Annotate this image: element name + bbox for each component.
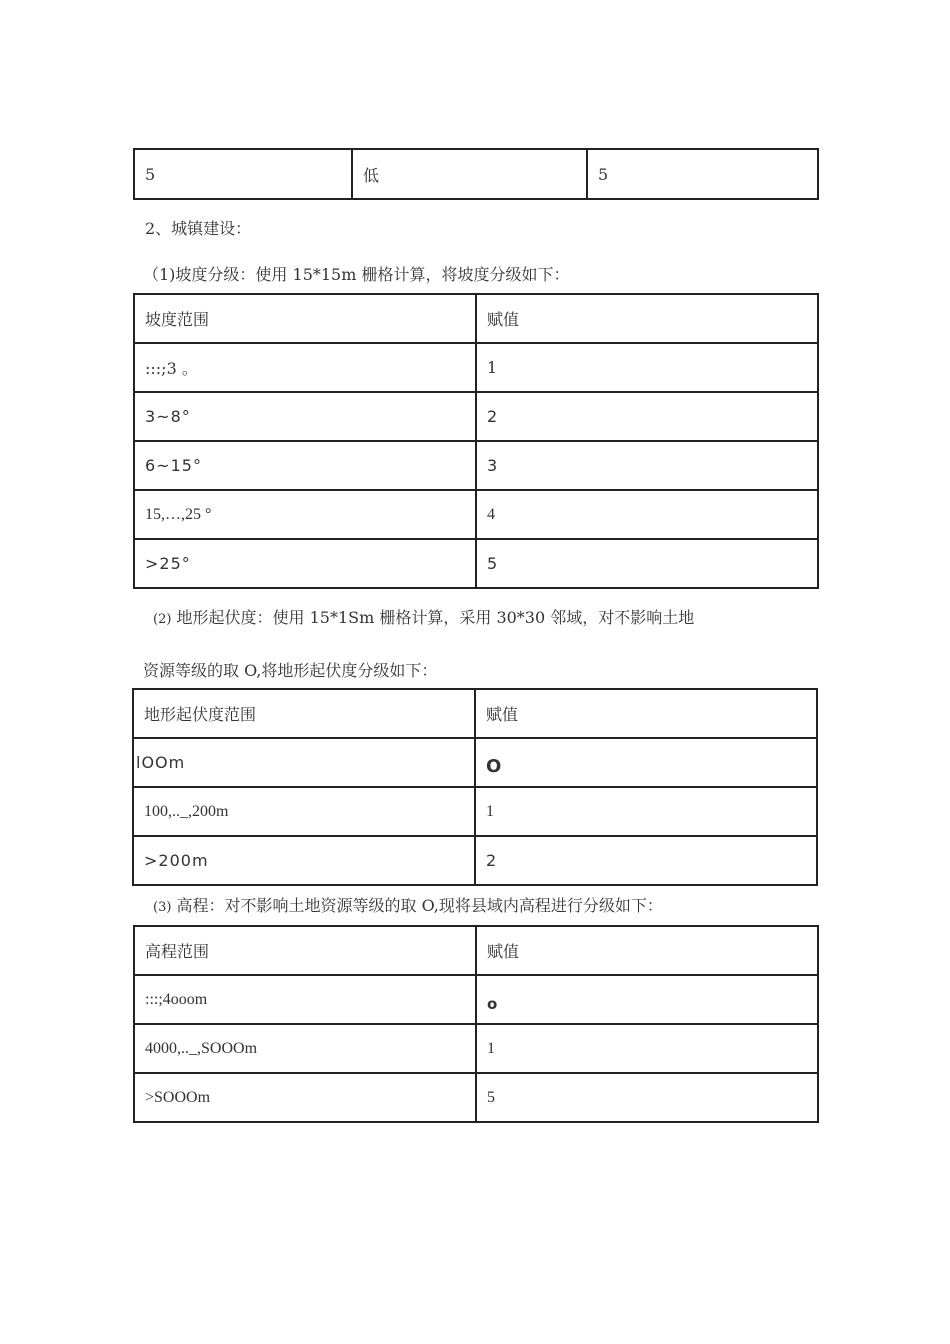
table-cell: 5 xyxy=(134,149,352,199)
relief-caption-line1 xyxy=(153,605,694,628)
column-header: 地形起伏度范围 xyxy=(133,689,475,738)
table-row xyxy=(133,738,817,787)
table-row xyxy=(134,149,818,199)
table-row xyxy=(134,343,818,392)
table-cell: >25° xyxy=(134,539,476,588)
relief-caption-text: 地形起伏度：使用 15*1Sm 栅格计算，采用 30*30 邻域，对不影响土地 xyxy=(171,608,695,627)
column-header: 高程范围 xyxy=(134,926,476,975)
table-cell: 5 xyxy=(476,539,818,588)
table-cell: 2 xyxy=(475,836,817,885)
table-cell: 5 xyxy=(587,149,818,199)
table-cell: 1 xyxy=(476,343,818,392)
table-row xyxy=(134,441,818,490)
table-cell xyxy=(475,738,817,787)
table-header-row xyxy=(134,294,818,343)
elevation-caption-prefix: (3) xyxy=(153,900,172,915)
table-cell: >SOOOm xyxy=(134,1073,476,1122)
column-header: 赋值 xyxy=(476,926,818,975)
table-cell: 1 xyxy=(476,1024,818,1073)
table-cell-value: O xyxy=(486,756,502,777)
table-header-row xyxy=(134,926,818,975)
table-cell: :::;4ooom xyxy=(134,975,476,1024)
relief-caption-prefix: (2) xyxy=(153,612,172,627)
table-cell: 15,…,25 ° xyxy=(134,490,476,539)
table-cell: 4000,.._,SOOOm xyxy=(134,1024,476,1073)
column-header: 坡度范围 xyxy=(134,294,476,343)
table-cell: 6~15° xyxy=(134,441,476,490)
slope-caption: （1)坡度分级：使用 15*15m 栅格计算，将坡度分级如下： xyxy=(143,265,570,284)
table-cell: 100,.._,200m xyxy=(133,787,475,836)
elevation-caption xyxy=(153,893,663,916)
relief-caption-line2: 资源等级的取 O,将地形起伏度分级如下： xyxy=(143,661,438,680)
table-cell: lOOm xyxy=(133,738,475,787)
column-header: 赋值 xyxy=(475,689,817,738)
table-cell: 3 xyxy=(476,441,818,490)
elevation-caption-text: 高程：对不影响土地资源等级的取 O,现将县域内高程进行分级如下： xyxy=(171,896,663,915)
table-row xyxy=(134,490,818,539)
table-cell: :::;3 。 xyxy=(134,343,476,392)
table-cell: 5 xyxy=(476,1073,818,1122)
table-row xyxy=(134,1024,818,1073)
elevation-table xyxy=(133,925,819,1123)
table-cell: 3~8° xyxy=(134,392,476,441)
table-cell: 低 xyxy=(352,149,587,199)
table-row xyxy=(134,1073,818,1122)
table-row xyxy=(133,787,817,836)
table-cell: 2 xyxy=(476,392,818,441)
table-row xyxy=(133,836,817,885)
table-row xyxy=(134,539,818,588)
table-cell: 1 xyxy=(475,787,817,836)
table-cell: >200m xyxy=(133,836,475,885)
table-cell: 4 xyxy=(476,490,818,539)
section-heading-town: 2、城镇建设： xyxy=(145,219,252,238)
table-cell xyxy=(476,975,818,1024)
relief-table xyxy=(132,688,818,886)
table-row xyxy=(134,392,818,441)
table-cell-value: o xyxy=(487,995,498,1013)
table-row xyxy=(134,975,818,1024)
table-header-row xyxy=(133,689,817,738)
continuation-table xyxy=(133,148,819,200)
slope-table xyxy=(133,293,819,589)
column-header: 赋值 xyxy=(476,294,818,343)
